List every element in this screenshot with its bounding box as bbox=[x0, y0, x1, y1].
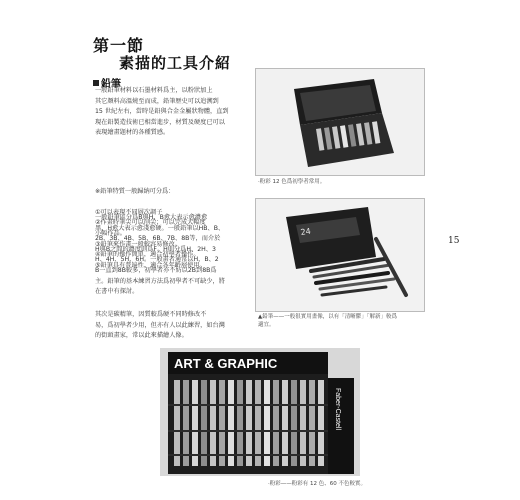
properties-title: ※鉛筆特質一般歸納可分爲： bbox=[95, 187, 175, 195]
photo2-caption: ▲鉛筆——一般很實用畫像，以有「清晰鬱」「解新」較爲 適宜。 bbox=[258, 314, 397, 328]
pastel-box-image bbox=[256, 69, 424, 175]
pastel-box-photo bbox=[255, 68, 425, 176]
pencils-photo bbox=[255, 198, 425, 312]
paragraph-charcoal: 其次是碳精筆，因質較爲硬不同時修改不 易，爲初學者少用，但亦有人以此練習，如台灣 的街頭畫家，常以此來描繪人像。 bbox=[95, 311, 225, 340]
paragraph-intro: 一般鉛筆材料以石墨材料爲主，以粉狀加上 其它顏料高溫燒至而成，鉛筆歷史可以追溯到 15 世紀左右，當時是鉛與合金金屬狀物體，直到 現在鉛製造技術已相當進步，材質及硬度已可以 表現繪畫題材的各種質感。 bbox=[95, 87, 229, 137]
pencils-image bbox=[256, 199, 424, 311]
photo3-caption: ·粉彩——粉彩有 12 色、60 不色較實。 bbox=[268, 481, 366, 487]
page-title: 素描的工具介紹 bbox=[119, 54, 232, 72]
chapter-heading: 第一節 bbox=[93, 36, 145, 55]
page-number: 15 bbox=[448, 236, 460, 246]
display-stand-image bbox=[160, 348, 360, 476]
paragraph-grades: 一般鉛筆區分爲B與H，B愈大表示愈濃愈 黑，H愈大表示愈淺愈硬。一般鉛筆以HB、B、 2B、3B、4B、5B、6B、7B、8B等，而介於 H與B之間的濃度則爲F。H則分爲H、2H、3 H、4H、5H、6H。一般畫者通常以H、B、2 B一直到8B較多，初學者亦不妨以2B到8B爲 主。鉛筆的基本練習方法爲初學者不可缺少，將 在書中有探討。 bbox=[95, 214, 225, 296]
svg-text:24: 24 bbox=[300, 226, 312, 237]
properties-items: ①可以表現不同層次調子 ②作畫時筆尖可以削尖；可以完成大幅度 小幅作品。 ③鉛筆來作畫一般較容易修改。 ④鉛筆的操作簡單，適合初學者操作。 ⑤鉛筆具有普遍性，適合各年齡層使用。 bbox=[95, 208, 206, 269]
section-label: 鉛筆 bbox=[101, 79, 121, 90]
pastel-display-photo bbox=[160, 348, 360, 476]
sign-side-text: Faber-Castell bbox=[334, 388, 341, 431]
photo1-caption: ·粉彩 12 色爲初學者常用。 bbox=[258, 179, 326, 185]
sign-brand: ART & GRAPHIC bbox=[174, 356, 278, 371]
